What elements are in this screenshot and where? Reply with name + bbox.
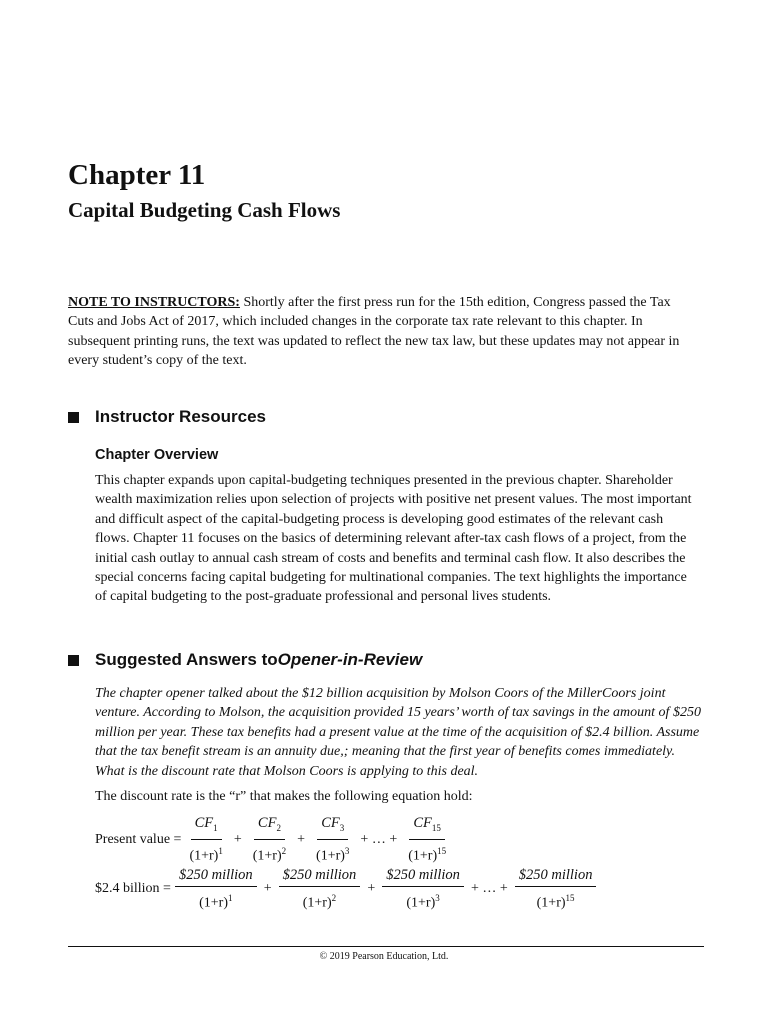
chapter-overview-heading: Chapter Overview: [95, 447, 219, 463]
equation-present-value: Present value = $\frac{CF_1}{(1+r)^1}$ + $\frac{CF_2}{(1+r)^2}$ + $\frac{CF_3}{(1+r)^3}$ + … + $\frac{CF_{15}}{(1+r)^{15}}$: [95, 814, 454, 866]
equation-term: $\frac{\text{\$250 million}}{(1+r)^1}$: [175, 866, 257, 913]
section-heading-italic: Opener-in-Review: [277, 650, 423, 669]
square-bullet-icon: [68, 655, 79, 666]
answer-intro: The discount rate is the “r” that makes the following equation hold:: [95, 789, 473, 804]
section-heading-suggested-answers: [68, 649, 422, 671]
footer-copyright: © 2019 Pearson Education, Ltd.: [319, 951, 449, 962]
note-text: Shortly after the first press run for the 15th edition, Congress passed the Tax Cuts and Jobs Act of 2017, which included changes in the corporate tax rate relevant to this chapter. In subsequent printing runs, the text was updated to reflect the new tax law, but these updates may not appear in every student’s copy of the text.: [68, 295, 680, 369]
square-bullet-icon: [68, 412, 79, 423]
equation-two-point-four-billion: $2.4 billion = $\frac{\text{\$250 million}}{(1+r)^1}$ + $\frac{\text{\$250 million}}{(1+r)^2}$ + $\frac{\text{\$250 million}}{(1+r)^3}$ + … + $\frac{\text{\$250 million}}{(1+r)^{15}}$: [95, 866, 600, 913]
section-heading-label: Instructor Resources: [95, 407, 266, 426]
equation-term: $\frac{CF_3}{(1+r)^3}$: [316, 815, 350, 864]
equation-term: $\frac{\text{\$250 million}}{(1+r)^3}$: [382, 866, 464, 913]
equation-term: $\frac{\text{\$250 million}}{(1+r)^2}$: [279, 866, 361, 913]
section-heading-instructor-resources: [68, 406, 266, 428]
equation-term: $\frac{\text{\$250 million}}{(1+r)^{15}}$: [515, 866, 597, 913]
chapter-title: Chapter 11: [68, 159, 206, 191]
chapter-overview-text: This chapter expands upon capital-budgeting techniques presented in the previous chapter. Shareholder wealth maximization relies upon selection of projects with positive net present values. The most important and difficult aspect of the capital-budgeting process is developing good estimates of the relevant cash flows. Chapter 11 focuses on the basics of determining relevant after-tax cash flows of a project, from the initial cash outlay to annual cash stream of costs and benefits and terminal cash flow. It also describes the special concerns facing capital budgeting for multinational companies. The text highlights the importance of capital budgeting to the post-graduate professional and personal lives students.: [95, 473, 692, 605]
chapter-subtitle: Capital Budgeting Cash Flows: [68, 198, 341, 222]
section-heading-label: Suggested Answers to: [95, 650, 278, 669]
note-to-instructors: [68, 293, 698, 371]
opener-question: The chapter opener talked about the $12 billion acquisition by Molson Coors of the MillerCoors joint venture. According to Molson, the acquisition provided 15 years’ worth of tax savings in the amount of $250 million per year. These tax benefits had a present value at the time of the acquisition of $2.4 billion. Assume that the tax benefit stream is an annuity due,; meaning that the first year of benefits comes immediately. What is the discount rate that Molson Coors is applying to this deal.: [95, 686, 701, 779]
footer-divider: [68, 946, 704, 947]
equation-term: $\frac{CF_1}{(1+r)^1}$: [189, 815, 223, 864]
note-label: NOTE TO INSTRUCTORS:: [68, 295, 240, 310]
equation-term: $\frac{CF_2}{(1+r)^2}$: [252, 815, 287, 864]
equation-term: $\frac{CF_{15}}{(1+r)^{15}}$: [408, 815, 447, 864]
equation-lhs: Present value =: [95, 831, 182, 847]
equation-lhs: $2.4 billion =: [95, 881, 171, 897]
